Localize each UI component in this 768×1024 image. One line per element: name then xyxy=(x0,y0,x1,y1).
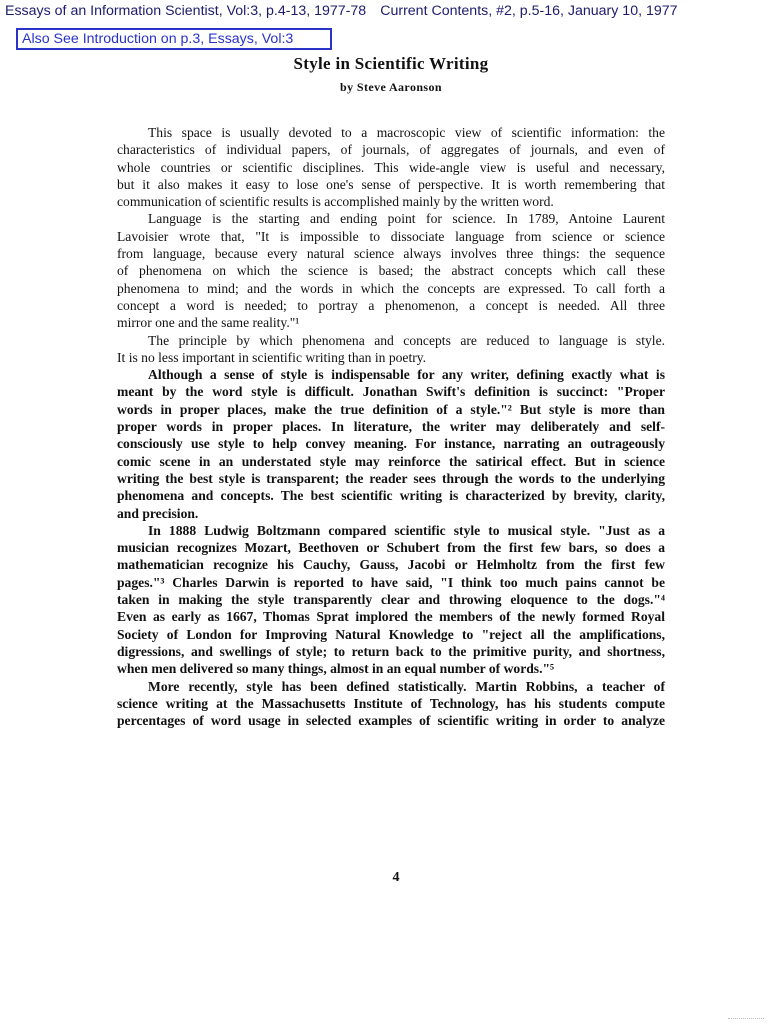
text-line: This space is usually devoted to a macroscopic view of scientific information: the xyxy=(148,125,665,140)
text-line: and precision. xyxy=(117,505,199,521)
current-contents-citation: Current Contents, #2, p.5-16, January 10, 1977 xyxy=(380,3,678,19)
text-line: The principle by which phenomena and concepts are reduced to language is style. xyxy=(148,332,665,348)
text-line: Language is the starting and ending point for science. In 1789, Antoine Laurent xyxy=(148,211,665,227)
article-byline: by Steve Aaronson xyxy=(340,80,442,94)
text-line: meant by the word style is difficult. Jonathan Swift's definition is succinct: "Proper xyxy=(117,384,665,400)
article-body xyxy=(117,124,665,729)
text-line: pages."³ Charles Darwin is reported to have said, "I think too much pains cannot be xyxy=(117,574,665,590)
text-line: of phenomena on which the science is based; the abstract concepts which call these xyxy=(117,263,665,279)
text-line: In 1888 Ludwig Boltzmann compared scientific style to musical style. "Just as a xyxy=(148,522,665,538)
article-title: Style in Scientific Writing xyxy=(293,54,489,73)
text-line: consciously use style to help convey meaning. For instance, narrating an outrageously xyxy=(117,436,665,452)
text-line: writing the best style is transparent; the reader sees through the words to the underlying xyxy=(117,470,665,486)
citation-header xyxy=(5,3,765,19)
text-line: comic scene in an understated style may reinforce the satirical effect. But in science xyxy=(117,453,665,469)
text-line: science writing at the Massachusetts Institute of Technology, has his students compute xyxy=(117,695,665,711)
text-line: taken in making the style transparently clear and throwing eloquence to the dogs."⁴ xyxy=(117,592,665,608)
text-line: Even as early as 1667, Thomas Sprat implored the members of the newly formed Royal xyxy=(117,609,665,625)
text-line: when men delivered so many things, almost in an equal number of words."⁵ xyxy=(117,661,555,677)
text-line: digressions, and swellings of style; to return back to the primitive purity, and shortness, xyxy=(117,643,665,659)
text-line: mirror one and the same reality."¹ xyxy=(117,315,300,331)
text-line: Lavoisier wrote that, "It is impossible to dissociate language from science or science xyxy=(117,228,665,244)
text-line: proper words in proper places. In literature, the writer may deliberately and self- xyxy=(117,419,665,435)
text-line: Although a sense of style is indispensable for any writer, defining exactly what is xyxy=(148,367,665,383)
text-line: words in proper places, make the true definition of a style."² But style is more than xyxy=(117,401,665,417)
see-also-introduction-link[interactable]: Also See Introduction on p.3, Essays, Vol:3 xyxy=(16,28,332,50)
text-line: communication of scientific results is accomplished mainly by the written word. xyxy=(117,194,554,210)
scan-artifact xyxy=(728,1018,764,1021)
text-line: phenomena and concepts. The best scientific writing is characterized by brevity, clarity, xyxy=(117,488,665,504)
page-number: 4 xyxy=(392,870,400,885)
text-line: It is no less important in scientific writing than in poetry. xyxy=(117,349,427,365)
text-line: but it also makes it easy to lose one's sense of perspective. It is worth remembering that xyxy=(117,176,665,192)
text-line: percentages of word usage in selected examples of scientific writing in order to analyze xyxy=(117,713,665,729)
text-line: from language, because every natural science always involves three things: the sequence xyxy=(117,246,665,262)
text-line: mathematician recognize his Cauchy, Gauss, Jacobi or Helmholtz from the first few xyxy=(117,557,665,573)
essays-citation: Essays of an Information Scientist, Vol:3, p.4-13, 1977-78 xyxy=(5,3,367,19)
text-line: whole countries or scientific disciplines. This wide-angle view is useful and necessary, xyxy=(117,159,665,175)
text-line: More recently, style has been defined statistically. Martin Robbins, a teacher of xyxy=(148,678,665,694)
text-line: Society of London for Improving Natural Knowledge to "reject all the amplifications, xyxy=(117,626,665,642)
text-line: phenomena to mind; and the words in which the concepts are expressed. To call forth a xyxy=(117,280,665,296)
text-line: concept a word is needed; to portray a phenomenon, a concept is needed. All three xyxy=(117,297,665,313)
text-line: musician recognizes Mozart, Beethoven or Schubert from the first few bars, so does a xyxy=(117,540,665,556)
text-line: characteristics of individual papers, of journals, of aggregates of journals, and even of xyxy=(117,142,665,158)
